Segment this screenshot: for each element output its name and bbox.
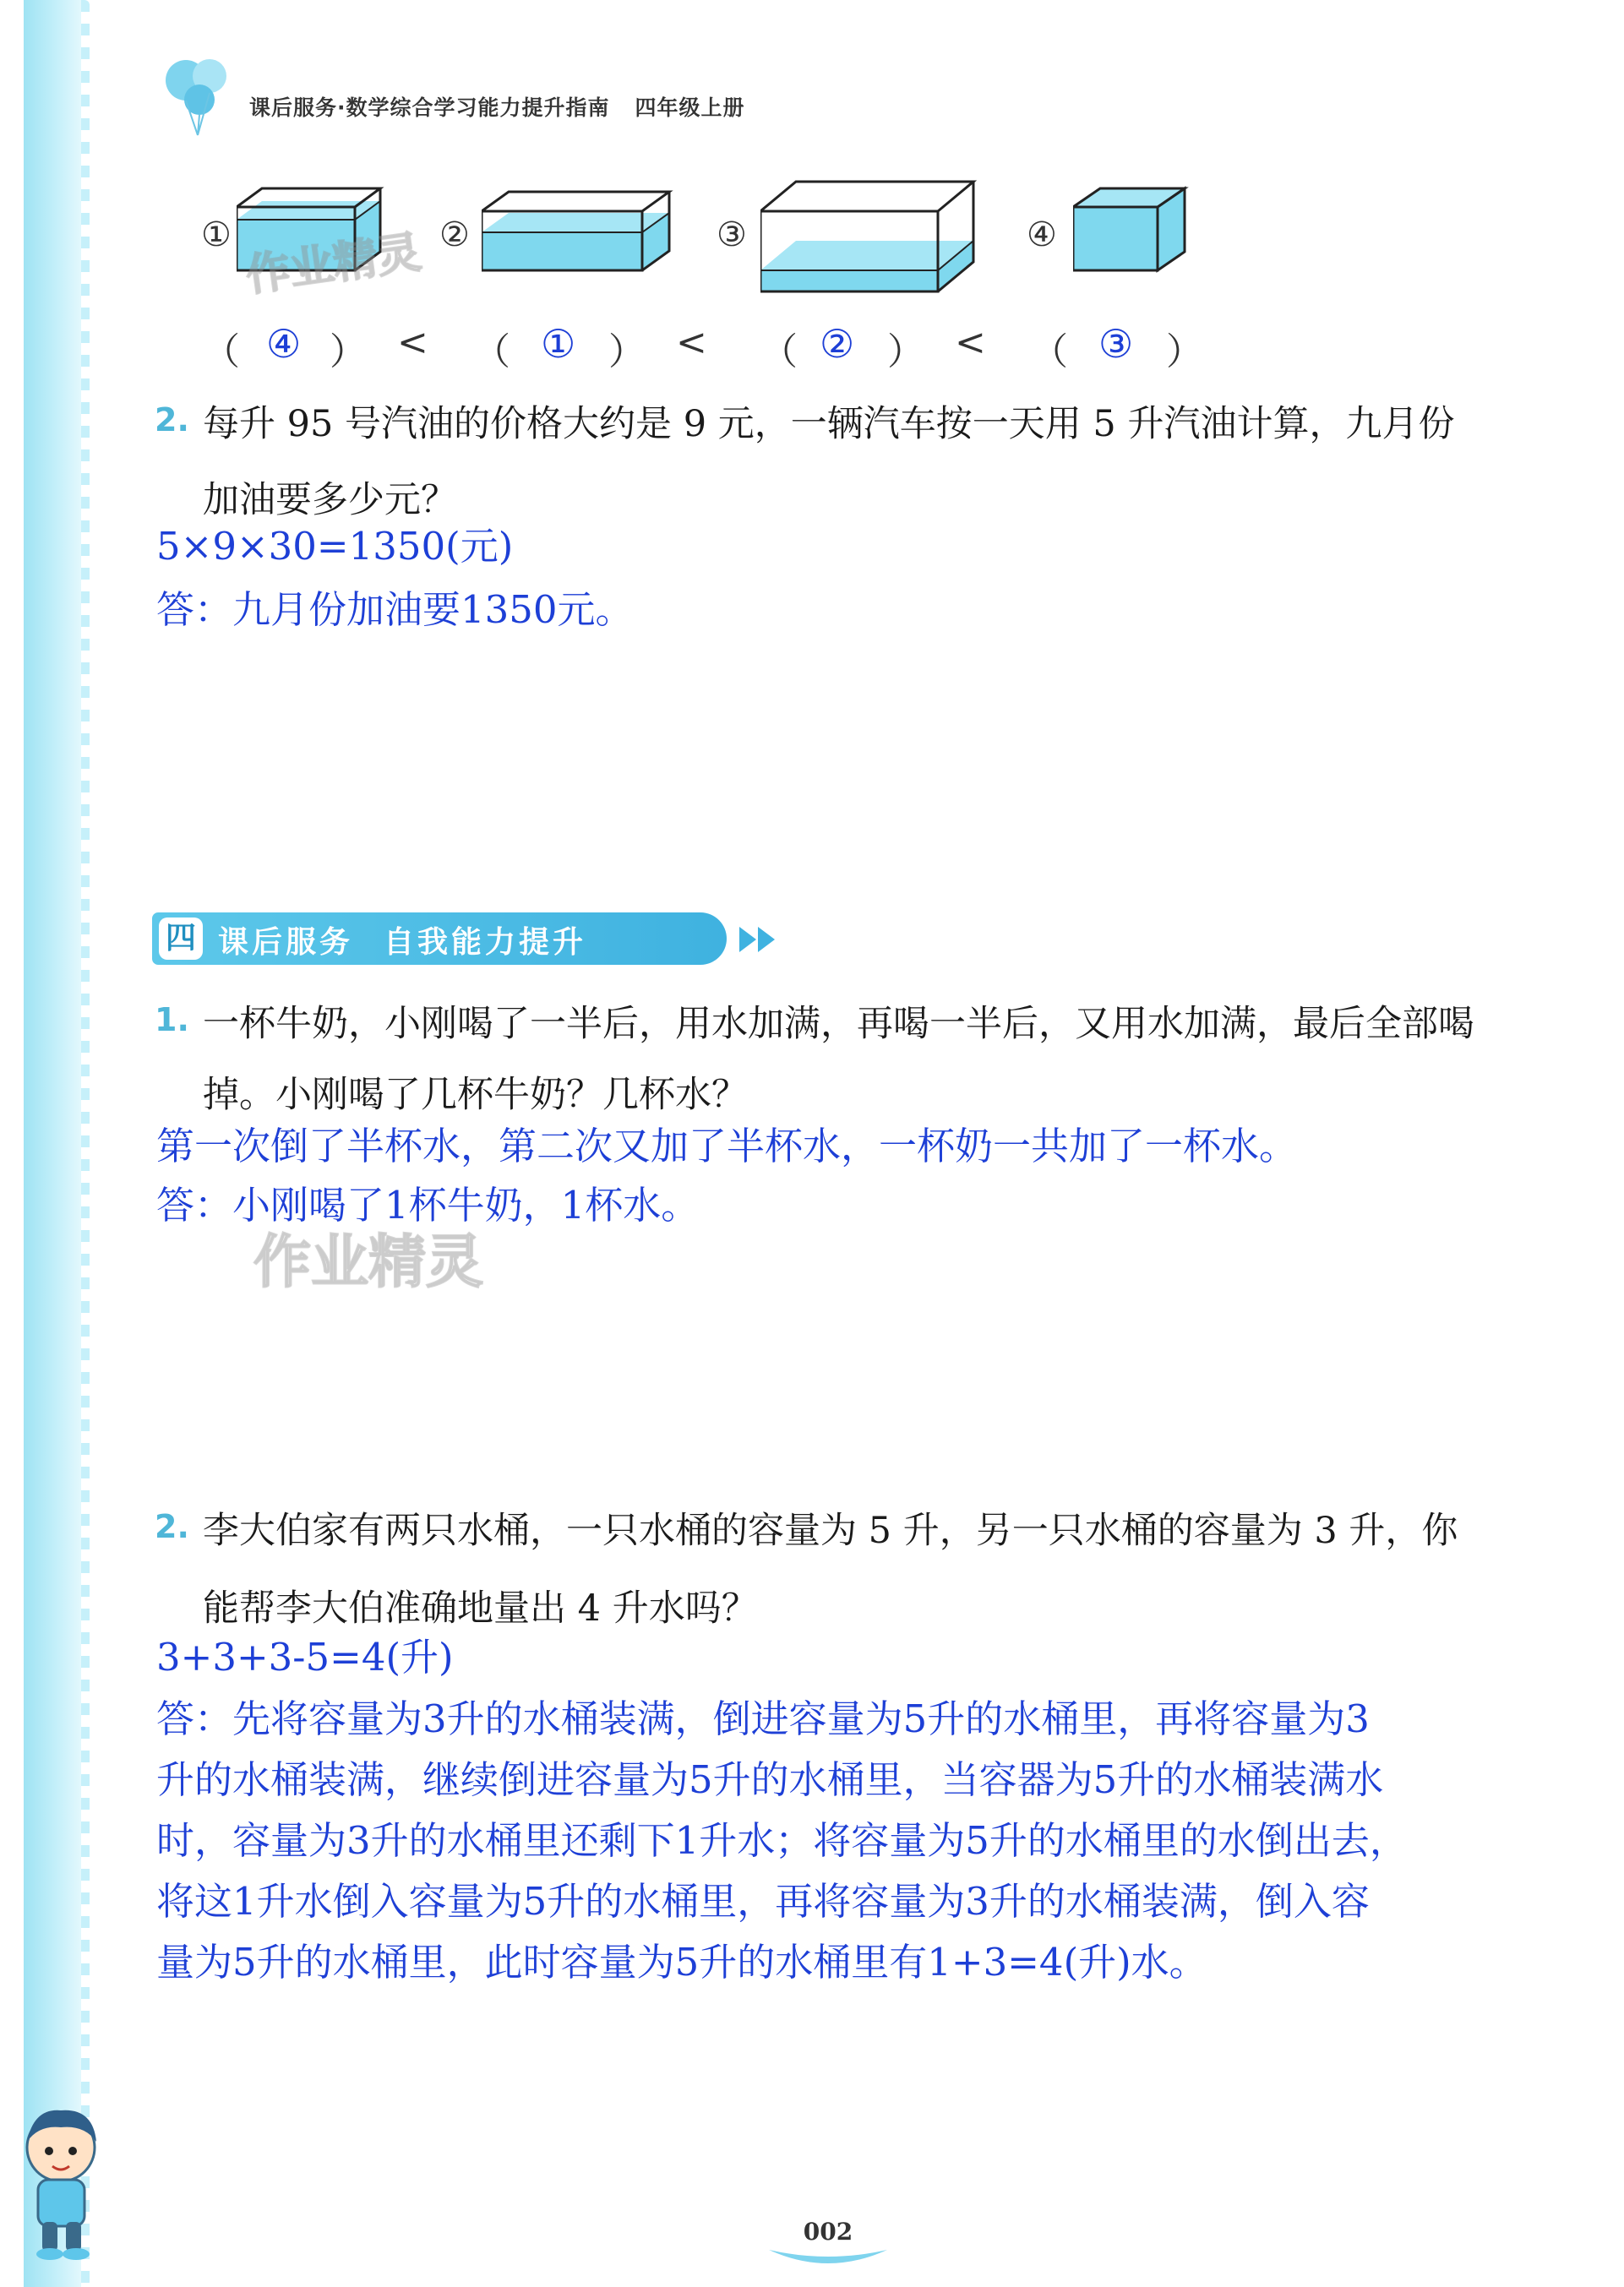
solution-explanation: 第一次倒了半杯水，第二次又加了半杯水，一杯奶一共加了一杯水。: [156, 1124, 1298, 1168]
paren-close-2: ）: [608, 330, 646, 373]
grade-label: 四年级上册: [635, 95, 745, 120]
order-answer-4: ③: [1098, 321, 1134, 367]
order-answer-2: ①: [541, 321, 576, 367]
section-banner: [152, 912, 727, 965]
double-arrow-icon: [739, 923, 782, 956]
solution-calculation: 5×9×30=1350(元): [156, 524, 514, 569]
page-number: 002: [803, 2218, 853, 2246]
question-number: 2.: [155, 401, 189, 438]
less-than-1: <: [397, 321, 428, 364]
balloons-logo-icon: [161, 51, 237, 144]
paren-open-4: （: [1031, 330, 1068, 373]
solution-calculation: 3+3+3-5=4(升): [156, 1635, 454, 1680]
cartoon-boy-icon: [8, 2095, 127, 2264]
figure-label-3: ③: [717, 215, 747, 254]
paren-close-1: ）: [330, 330, 367, 373]
question-number: 1.: [155, 1001, 189, 1038]
solution-answer-line: 量为5升的水桶里，此时容量为5升的水桶里有1+3=4(升)水。: [156, 1940, 1207, 1985]
section-title-main: 课后服务: [218, 925, 354, 960]
solution-answer: 答：九月份加油要1350元。: [156, 587, 634, 632]
figure-label-2: ②: [439, 215, 470, 254]
watermark-middle: 作业精灵: [253, 1229, 484, 1296]
size-order-answer: [203, 321, 1259, 380]
figure-label-1: ①: [201, 215, 232, 254]
decorative-side-stripe: [24, 0, 81, 2287]
header-title: [249, 91, 745, 122]
order-answer-1: ④: [266, 321, 302, 367]
question-text-line1: 每升 95 号汽油的价格大约是 9 元，一辆汽车按一天用 5 升汽油计算，九月份: [203, 403, 1455, 445]
question-text-line1: 李大伯家有两只水桶，一只水桶的容量为 5 升，另一只水桶的容量为 3 升，你: [203, 1510, 1458, 1552]
container-figure-3: [760, 177, 980, 304]
order-answer-3: ②: [820, 321, 855, 367]
solution-answer-line: 时，容量为3升的水桶里还剩下1升水；将容量为5升的水桶里的水倒出去，: [156, 1818, 1408, 1863]
paren-open-1: （: [203, 330, 240, 373]
paren-open-2: （: [473, 330, 510, 373]
less-than-2: <: [676, 321, 707, 364]
question-number: 2.: [155, 1508, 189, 1545]
question-text-line2: 掉。小刚喝了几杯牛奶？几杯水？: [203, 1074, 748, 1116]
paren-close-3: ）: [887, 330, 924, 373]
solution-answer-line: 将这1升水倒入容量为5升的水桶里，再将容量为3升的水桶装满，倒入容: [156, 1879, 1370, 1924]
solution-answer-line: 答：先将容量为3升的水桶装满，倒进容量为5升的水桶里，再将容量为3: [156, 1696, 1370, 1741]
book-title: 课后服务·数学综合学习能力提升指南: [249, 95, 610, 120]
paren-open-3: （: [760, 330, 798, 373]
question-text-line2: 能帮李大伯准确地量出 4 升水吗？: [203, 1587, 758, 1630]
question-text-line2: 加油要多少元？: [203, 479, 457, 521]
less-than-3: <: [955, 321, 986, 364]
container-figure-2: [482, 177, 676, 287]
leaf-ornament-icon: [760, 2243, 896, 2268]
watermark-top: 作业精灵: [243, 226, 424, 302]
section-title-sub: 自我能力提升: [384, 925, 587, 960]
section-title: [218, 918, 586, 961]
solution-answer: 答：小刚喝了1杯牛奶，1杯水。: [156, 1183, 700, 1228]
paren-close-4: ）: [1166, 330, 1203, 373]
section-number: 四: [159, 918, 203, 960]
solution-answer-line: 升的水桶装满，继续倒进容量为5升的水桶里，当容器为5升的水桶装满水: [156, 1757, 1384, 1802]
question-text-line1: 一杯牛奶，小刚喝了一半后，用水加满，再喝一半后，又用水加满，最后全部喝: [203, 1003, 1474, 1045]
container-figure-4: [1073, 177, 1200, 287]
figure-label-4: ④: [1027, 215, 1057, 254]
